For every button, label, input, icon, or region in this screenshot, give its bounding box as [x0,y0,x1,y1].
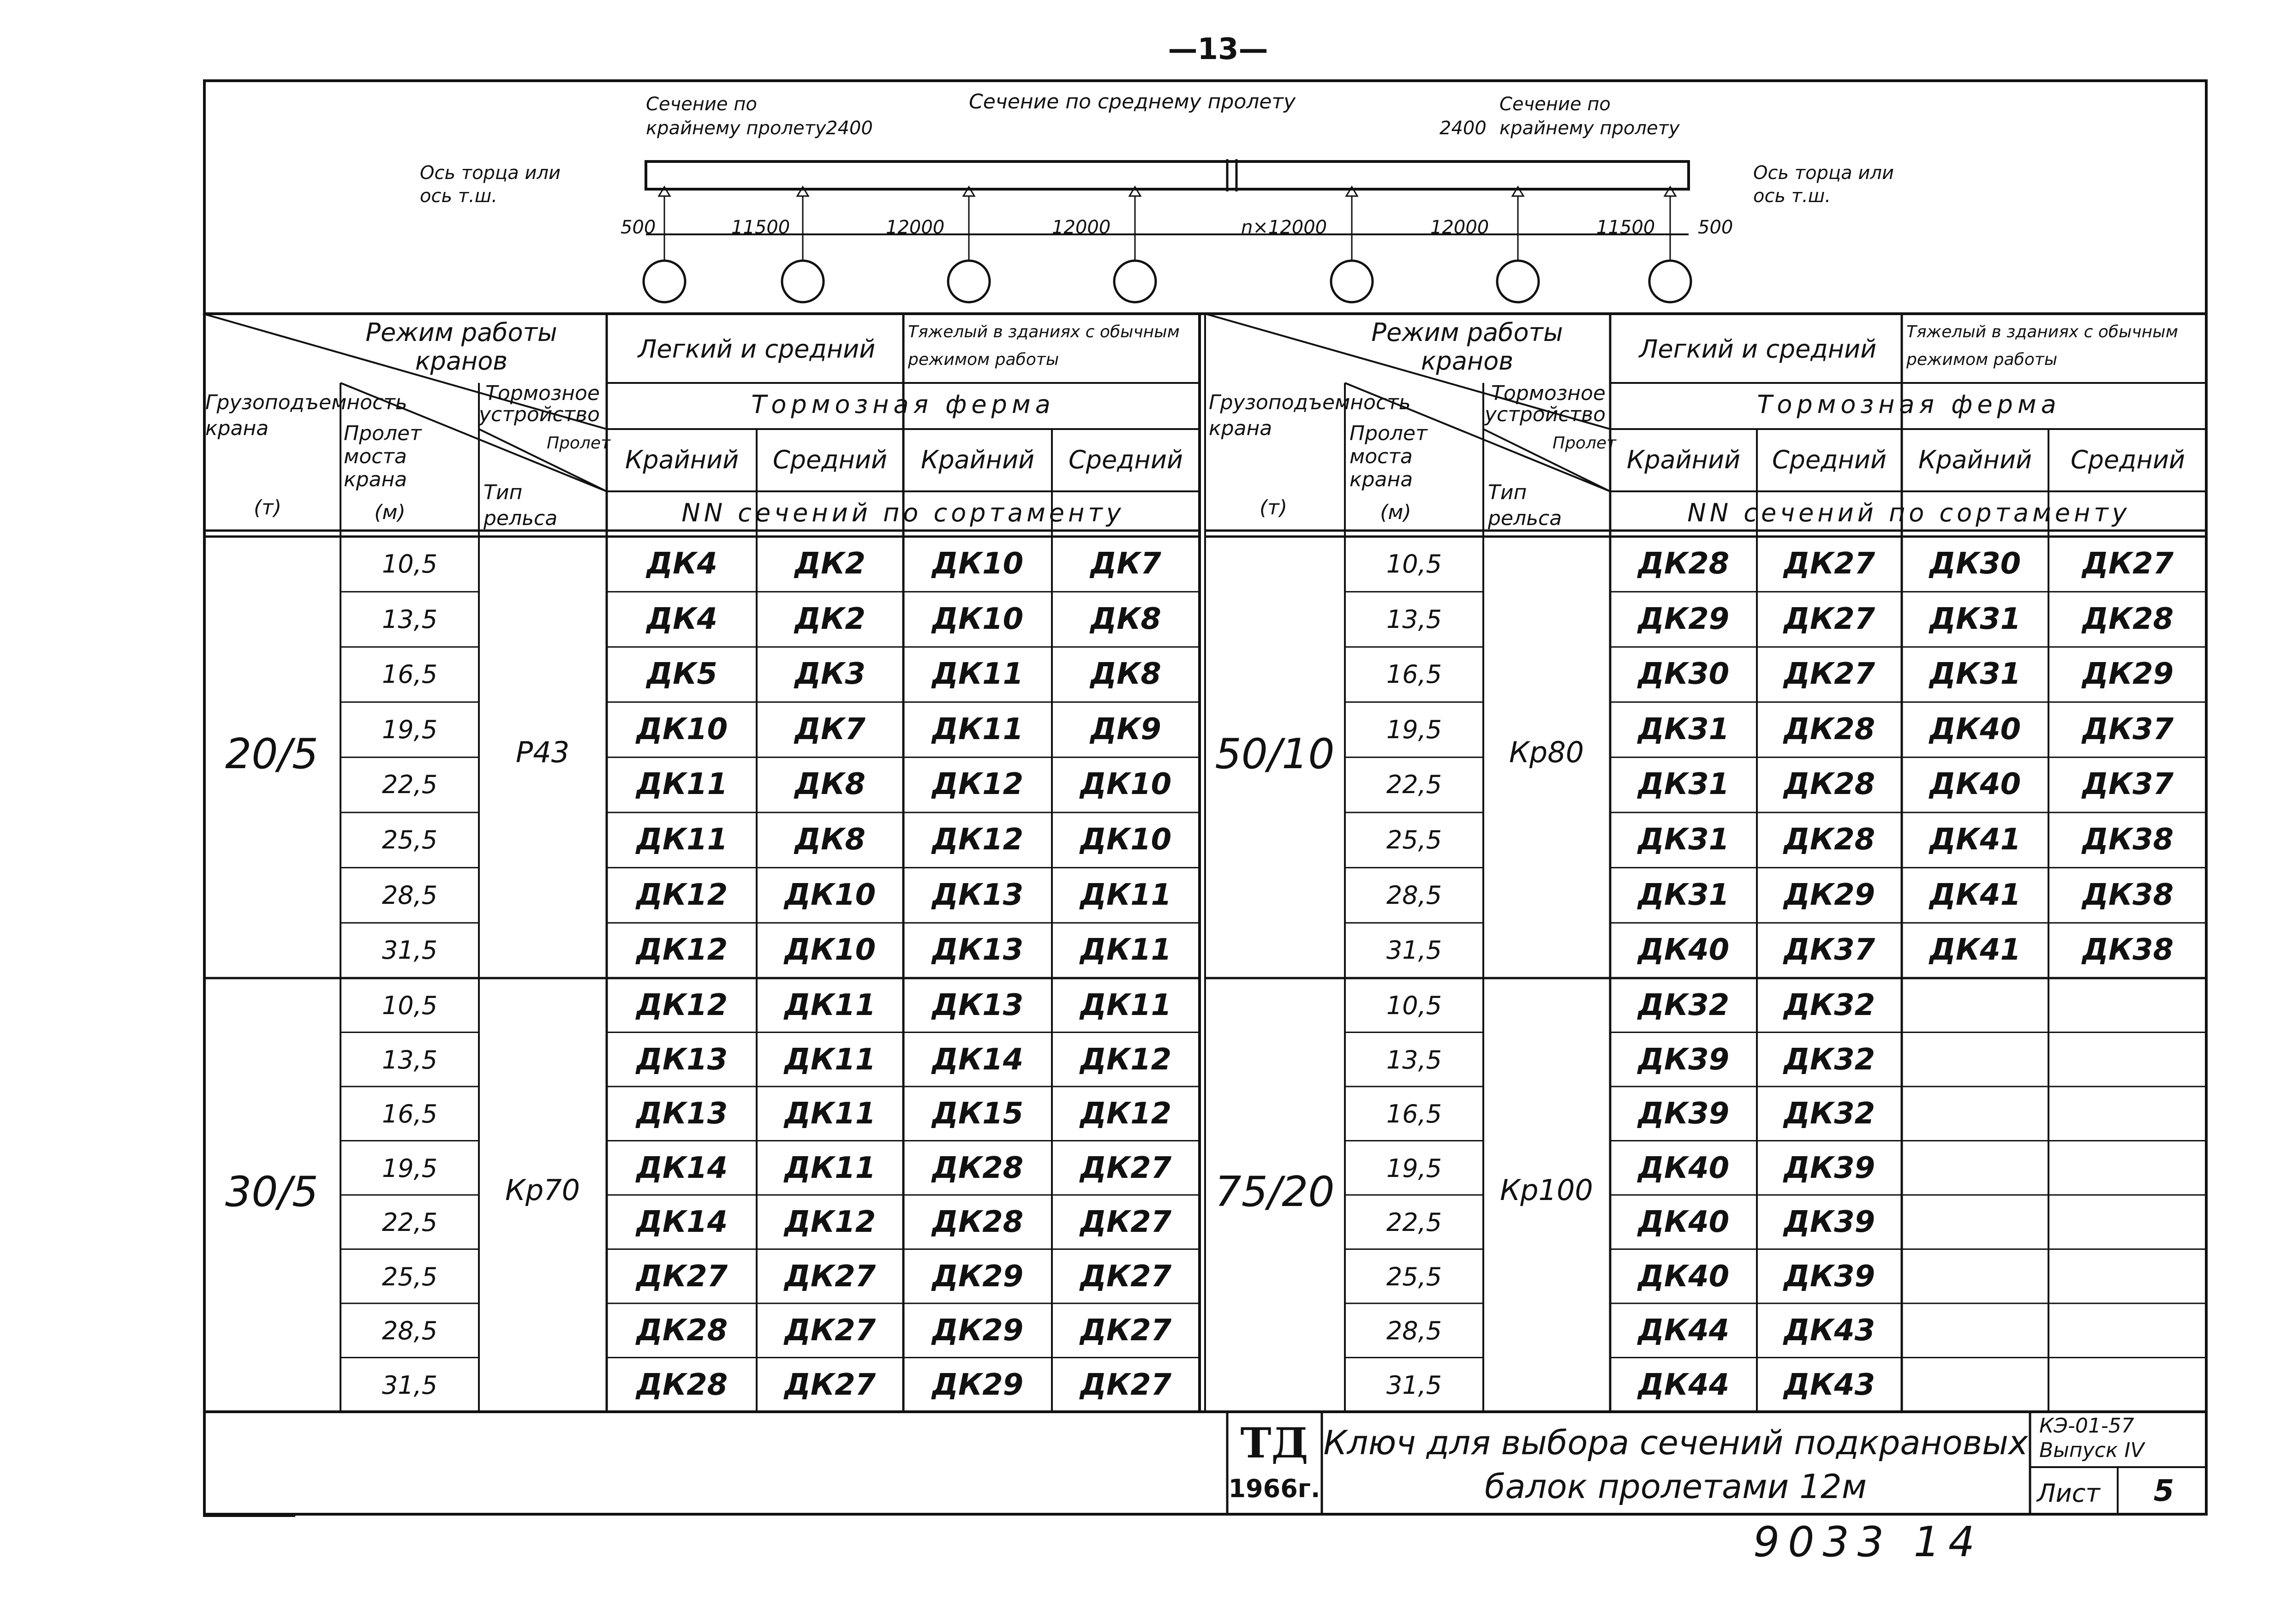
section-cell: ДК12 [1080,1097,1172,1131]
section-cell: ДК10 [932,602,1024,636]
section-cell: ДК40 [1929,712,2021,746]
right-capacity-label: Грузоподъемность крана [1209,391,1411,440]
dim-2400-left: 2400 [826,118,873,139]
section-cell: ДК7 [794,712,866,746]
section-cell: ДК40 [1637,933,1730,967]
section-cell: ДК11 [636,767,728,802]
right-brake-device: Тормозное устройство [1485,382,1606,426]
section-cell: ДК13 [636,1042,728,1077]
rail-type: Кр70 [505,1173,580,1207]
section-cell: ДК39 [1783,1259,1875,1294]
right-span-small: Пролет [1553,434,1617,453]
section-cell: ДК12 [636,933,728,967]
section-cell: ДК13 [636,1097,728,1131]
section-cell: ДК31 [1637,823,1730,857]
section-cell: ДК41 [1929,823,2021,857]
section-cell: ДК37 [2082,767,2174,802]
section-cell: ДК28 [1783,767,1875,802]
column-axis-circle [1649,261,1691,302]
section-cell: ДК12 [932,767,1024,802]
section-cell: ДК31 [1637,712,1730,746]
crane-span: 13,5 [382,604,438,634]
crane-span: 19,5 [382,1153,438,1183]
rail-type: Кр80 [1509,735,1584,769]
crane-capacity: 50/10 [1215,729,1335,778]
dimension-label: n×12000 [1241,217,1327,238]
crane-span: 16,5 [1386,660,1442,689]
column-header: Крайний [625,445,739,474]
section-cell: ДК27 [1080,1205,1172,1239]
section-cell: ДК11 [784,1151,876,1185]
crane-span: 25,5 [382,1262,438,1291]
section-cell: ДК14 [636,1205,728,1239]
section-cell: ДК2 [794,602,866,636]
section-cell: ДК10 [636,712,728,746]
crane-span: 22,5 [382,1208,438,1237]
end-section-right-label: Сечение по крайнему пролету [1499,94,1680,139]
section-cell: ДК28 [932,1205,1024,1239]
section-cell: ДК32 [1783,1042,1875,1077]
section-cell: ДК9 [1090,712,1161,746]
section-cell: ДК30 [1637,657,1730,692]
section-cell: ДК11 [932,712,1024,746]
section-cell: ДК29 [932,1367,1024,1402]
section-cell: ДК28 [1783,823,1875,857]
section-cell: ДК2 [794,547,866,581]
crane-span: 16,5 [1386,1099,1442,1128]
footer-number: 9033 14 [1753,1518,1983,1566]
left-mode-header: Режим работы кранов [365,318,557,376]
section-cell: ДК29 [1637,602,1730,636]
title-line2: балок пролетами 12м [1484,1467,1867,1506]
left-brake-truss: Тормозная ферма [751,390,1055,419]
crane-span: 28,5 [382,1316,438,1345]
right-mode-header: Режим работы кранов [1371,318,1563,376]
column-header: Средний [772,445,888,474]
section-cell: ДК10 [784,878,876,912]
end-section-left-label: Сечение по крайнему пролету [646,94,826,139]
crane-span: 25,5 [382,825,438,854]
section-cell: ДК43 [1783,1314,1875,1348]
section-cell: ДК15 [932,1097,1024,1131]
crane-span: 19,5 [1386,715,1442,744]
section-cell: ДК14 [636,1151,728,1185]
section-cell: ДК28 [636,1314,728,1348]
section-cell: ДК38 [2082,878,2174,912]
section-cell: ДК29 [2082,657,2174,692]
section-cell: ДК8 [1090,657,1161,692]
section-cell: ДК38 [2082,933,2174,967]
section-cell: ДК11 [1080,878,1172,912]
column-header: Крайний [1626,445,1741,474]
right-rail-type-label: Тип рельса [1488,481,1562,530]
section-cell: ДК27 [1783,657,1875,692]
section-cell: ДК10 [932,547,1024,581]
section-cell: ДК11 [636,823,728,857]
rail-type: Кр100 [1500,1173,1593,1207]
right-brake-truss: Тормозная ферма [1757,390,2061,419]
crane-span: 28,5 [1386,880,1442,910]
section-cell: ДК5 [646,657,717,692]
section-cell: ДК27 [1783,602,1875,636]
section-cell: ДК27 [784,1314,876,1348]
left-light-medium: Легкий и средний [638,334,876,364]
section-cell: ДК27 [784,1259,876,1294]
crane-span: 22,5 [1386,770,1442,800]
section-cell: ДК39 [1637,1042,1730,1077]
section-cell: ДК8 [794,823,866,857]
left-capacity-label: Грузоподъемность крана [205,391,407,440]
column-header: Крайний [1918,445,2032,474]
left-brake-device: Тормозное устройство [479,382,600,426]
right-span-unit: (м) [1380,501,1411,524]
section-cell: ДК43 [1783,1367,1875,1402]
crane-span: 10,5 [1386,991,1442,1020]
org-mark: ТД [1240,1419,1308,1468]
section-cell: ДК11 [1080,988,1172,1022]
right-heavy: Тяжелый в зданиях с обычным режимом работы [1906,322,2178,369]
section-cell: ДК44 [1637,1314,1730,1348]
section-cell: ДК3 [794,657,866,692]
section-cell: ДК40 [1637,1205,1730,1239]
section-cell: ДК29 [932,1259,1024,1294]
section-cell: ДК27 [1080,1314,1172,1348]
section-cell: ДК27 [1080,1259,1172,1294]
year: 1966г. [1228,1474,1320,1503]
crane-span: 13,5 [1386,604,1442,634]
crane-capacity: 75/20 [1215,1168,1335,1217]
crane-span: 25,5 [1386,825,1442,854]
section-cell: ДК12 [784,1205,876,1239]
column-header: Средний [1772,445,1887,474]
section-cell: ДК13 [932,933,1024,967]
left-span-label: Пролет моста крана [344,422,422,491]
section-cell: ДК38 [2082,823,2174,857]
rail-type: Р43 [515,735,570,769]
section-cell: ДК37 [1783,933,1875,967]
section-cell: ДК31 [1929,657,2021,692]
section-cell: ДК12 [932,823,1024,857]
title-line1: Ключ для выбора сечений подкрановых [1323,1423,2028,1462]
section-cell: ДК8 [794,767,866,802]
crane-span: 31,5 [1386,936,1442,965]
section-cell: ДК32 [1783,1097,1875,1131]
section-cell: ДК32 [1637,988,1730,1022]
section-cell: ДК39 [1783,1151,1875,1185]
left-capacity-unit: (т) [254,496,281,519]
section-cell: ДК11 [784,1042,876,1077]
section-cell: ДК8 [1090,602,1161,636]
section-cell: ДК12 [1080,1042,1172,1077]
crane-span: 13,5 [382,1045,438,1075]
issue: Выпуск IV [2039,1439,2144,1462]
section-cell: ДК13 [932,878,1024,912]
dimension-label: 12000 [1430,217,1489,238]
page-number: —13— [1168,32,1268,66]
crane-span: 25,5 [1386,1262,1442,1291]
section-cell: ДК28 [2082,602,2174,636]
section-cell: ДК27 [2082,547,2174,581]
crane-span: 31,5 [382,936,438,965]
column-header: Крайний [920,445,1035,474]
section-cell: ДК28 [1637,547,1730,581]
section-cell: ДК11 [1080,933,1172,967]
crane-span: 13,5 [1386,1045,1442,1075]
section-cell: ДК31 [1637,878,1730,912]
section-cell: ДК31 [1637,767,1730,802]
axis-right-label: Ось торца или ось т.ш. [1753,162,1894,207]
section-cell: ДК40 [1637,1259,1730,1294]
crane-capacity: 30/5 [225,1168,319,1217]
column-header: Средний [1068,445,1183,474]
column-header: Средний [2070,445,2186,474]
crane-capacity: 20/5 [225,729,319,778]
column-axis-circle [1497,261,1539,302]
column-axis-circle [1331,261,1373,302]
section-cell: ДК29 [1783,878,1875,912]
dim-2400-right: 2400 [1439,118,1487,139]
section-cell: ДК11 [784,1097,876,1131]
section-cell: ДК7 [1090,547,1161,581]
section-cell: ДК30 [1929,547,2021,581]
column-axis-circle [782,261,824,302]
section-cell: ДК11 [932,657,1024,692]
middle-section-label: Сечение по среднему пролету [969,90,1296,113]
crane-span: 19,5 [382,715,438,744]
dimension-label: 500 [1698,217,1733,238]
left-span-small: Пролет [547,434,611,453]
right-sections-label: NN сечений по сортаменту [1687,498,2131,527]
section-cell: ДК14 [932,1042,1024,1077]
section-cell: ДК4 [646,547,717,581]
section-cell: ДК37 [2082,712,2174,746]
left-span-unit: (м) [374,501,406,524]
column-axis-circle [948,261,990,302]
crane-span: 10,5 [1386,549,1442,579]
right-light-medium: Легкий и средний [1639,334,1877,364]
right-span-label: Пролет моста крана [1350,422,1427,491]
sheet-number: 5 [2153,1474,2174,1508]
section-cell: ДК10 [1080,823,1172,857]
section-cell: ДК11 [784,988,876,1022]
dimension-label: 500 [621,217,656,238]
section-cell: ДК44 [1637,1367,1730,1402]
right-capacity-unit: (т) [1260,496,1287,519]
crane-span: 10,5 [382,991,438,1020]
section-cell: ДК27 [1080,1367,1172,1402]
section-cell: ДК28 [932,1151,1024,1185]
series-code: КЭ-01-57 [2039,1414,2134,1438]
section-cell: ДК12 [636,878,728,912]
column-axis-circle [644,261,685,302]
crane-span: 22,5 [1386,1208,1442,1237]
section-cell: ДК27 [1783,547,1875,581]
dimension-label: 12000 [886,217,945,238]
section-cell: ДК31 [1929,602,2021,636]
section-cell: ДК10 [784,933,876,967]
crane-span: 16,5 [382,660,438,689]
left-sections-label: NN сечений по сортаменту [681,498,1125,527]
section-cell: ДК27 [1080,1151,1172,1185]
crane-span: 31,5 [1386,1370,1442,1400]
crane-span: 28,5 [382,880,438,910]
crane-span: 16,5 [382,1099,438,1128]
section-cell: ДК27 [784,1367,876,1402]
dimension-label: 11500 [731,217,790,238]
section-cell: ДК29 [932,1314,1024,1348]
section-cell: ДК28 [636,1367,728,1402]
section-cell: ДК40 [1637,1151,1730,1185]
axis-left-label: Ось торца или ось т.ш. [420,162,561,207]
section-cell: ДК13 [932,988,1024,1022]
section-cell: ДК4 [646,602,717,636]
section-cell: ДК27 [636,1259,728,1294]
dimension-label: 12000 [1052,217,1111,238]
crane-span: 22,5 [382,770,438,800]
section-cell: ДК40 [1929,767,2021,802]
dimension-label: 11500 [1596,217,1655,238]
section-cell: ДК39 [1783,1205,1875,1239]
section-cell: ДК32 [1783,988,1875,1022]
section-cell: ДК28 [1783,712,1875,746]
crane-span: 28,5 [1386,1316,1442,1345]
left-rail-type-label: Тип рельса [484,481,558,530]
section-cell: ДК10 [1080,767,1172,802]
section-cell: ДК41 [1929,878,2021,912]
crane-span: 31,5 [382,1370,438,1400]
crane-span: 19,5 [1386,1153,1442,1183]
crane-span: 10,5 [382,549,438,579]
section-cell: ДК41 [1929,933,2021,967]
section-cell: ДК39 [1637,1097,1730,1131]
section-cell: ДК12 [636,988,728,1022]
left-heavy: Тяжелый в зданиях с обычным режимом работы [908,322,1180,369]
column-axis-circle [1114,261,1156,302]
sheet-label: Лист [2037,1479,2100,1508]
